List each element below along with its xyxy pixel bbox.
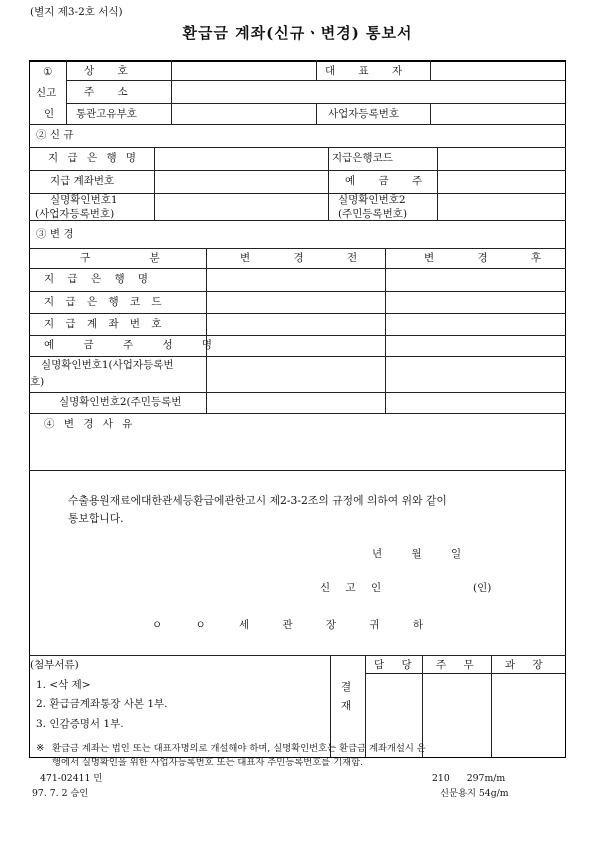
footer-paper: 신문용지 54g/m: [440, 788, 509, 799]
footer-size: 210 297m/m: [432, 773, 506, 784]
change-realname-2-after[interactable]: [386, 393, 564, 412]
change-bank-code-before[interactable]: [207, 292, 384, 312]
approval-sign-chief[interactable]: [423, 674, 490, 756]
new-realname-2-label: 실명확인번호2: [338, 194, 406, 206]
representative-field[interactable]: [431, 61, 564, 79]
customs-id-label: 통관고유부호: [76, 108, 137, 120]
change-row-account: 지 급 계 좌 번 호: [44, 318, 166, 330]
change-realname-1-after[interactable]: [386, 357, 564, 391]
new-realname-1-sublabel: (사업자등록번호): [35, 208, 115, 219]
section-1-number: ①: [43, 66, 53, 78]
footer-code: 471-02411 민: [40, 773, 103, 784]
change-row-bank-name: 지 급 은 행 명: [44, 273, 154, 285]
declaration-text-2: 통보합니다.: [68, 512, 124, 525]
reporter-label: 신 고 인: [320, 582, 388, 594]
page-title: 환급금 계좌(신규ㆍ변경) 통보서: [182, 24, 413, 42]
customs-id-field[interactable]: [172, 104, 315, 123]
notice-text-2: 행에서 실명확인을 위한 사업자등록번호 또는 대표자 주민등록번호를 기재함.: [52, 757, 364, 768]
notice-mark: ※: [36, 743, 45, 754]
business-number-field[interactable]: [431, 104, 564, 123]
declaration-text-1: 수출용원재료에대한관세등환급에관한고시 제2-3-2조의 규정에 의하여 위와 같이: [68, 494, 447, 507]
change-section-header: ③ 변 경: [36, 228, 74, 240]
new-account-number-field[interactable]: [155, 171, 327, 192]
approval-label-2: 재: [341, 700, 352, 712]
attachment-3: 3. 인감증명서 1부.: [36, 718, 124, 730]
attachment-1: 1. <삭 제>: [36, 679, 91, 691]
new-bank-code-field[interactable]: [438, 148, 564, 169]
change-row-realname-1: 실명확인번호1(사업자등록번: [41, 359, 174, 371]
trade-name-field[interactable]: [172, 61, 315, 79]
section-1-label: 신고: [36, 87, 57, 99]
reporter-name-field[interactable]: [390, 580, 470, 596]
address-field[interactable]: [172, 81, 564, 102]
change-row-holder: 예 금 주 성 명: [44, 339, 226, 351]
change-realname-2-before[interactable]: [207, 393, 384, 412]
approval-col-chief: 주 무: [436, 659, 481, 671]
change-holder-before[interactable]: [207, 336, 384, 355]
new-bank-code-label: 지급은행코드: [332, 152, 393, 164]
new-section-header: ② 신 규: [36, 129, 74, 141]
new-bank-name-field[interactable]: [155, 148, 327, 169]
change-bank-name-after[interactable]: [386, 269, 564, 290]
new-account-number-label: 지급 계좌번호: [50, 175, 115, 187]
footer-approval-date: 97. 7. 2 승인: [32, 788, 89, 799]
representative-label: 대 표 자: [325, 65, 413, 77]
change-bank-name-before[interactable]: [207, 269, 384, 290]
section-1-label-2: 인: [44, 108, 55, 120]
change-row-realname-1-cont: 호): [30, 376, 45, 388]
change-row-bank-code: 지 급 은 행 코 드: [44, 296, 166, 308]
change-holder-after[interactable]: [386, 336, 564, 355]
reason-section-header: ④ 변 경 사 유: [44, 418, 136, 430]
new-realname-2-field[interactable]: [438, 194, 564, 219]
new-realname-2-sublabel: (주민등록번호): [338, 208, 408, 219]
addressee: ㅇ ㅇ 세 관 장 귀 하: [152, 619, 424, 631]
approval-col-staff: 담 당: [374, 659, 419, 671]
declaration-date: 년 월 일: [372, 548, 462, 560]
col-header-after: 변 경 후: [424, 252, 562, 264]
new-bank-name-label: 지 급 은 행 명: [48, 152, 140, 164]
approval-label-1: 결: [341, 681, 352, 693]
new-holder-label: 예 금 주: [345, 175, 433, 187]
change-account-before[interactable]: [207, 314, 384, 334]
attachment-2: 2. 환급금계좌통장 사본 1부.: [36, 698, 168, 710]
change-bank-code-after[interactable]: [386, 292, 564, 312]
change-row-realname-2: 실명확인번호2(주민등록번: [59, 396, 182, 408]
form-number: (별지 제3-2호 서식): [30, 6, 123, 18]
address-label: 주 소: [84, 86, 138, 98]
approval-sign-director[interactable]: [492, 674, 564, 756]
business-number-label: 사업자등록번호: [328, 108, 400, 120]
attachments-header: (첨부서류): [30, 659, 79, 671]
notice-text-1: 환급금 계좌는 법인 또는 대표자명의로 개설해야 하며, 실명확인번호는 환급금 계좌개설시 은: [52, 743, 426, 754]
change-account-after[interactable]: [386, 314, 564, 334]
col-header-before: 변 경 전: [240, 252, 378, 264]
reason-field[interactable]: [30, 434, 564, 469]
seal-mark: (인): [473, 582, 492, 594]
approval-col-director: 과 장: [505, 659, 550, 671]
new-realname-1-field[interactable]: [155, 194, 327, 219]
trade-name-label: 상 호: [84, 65, 138, 77]
new-realname-1-label: 실명확인번호1: [50, 194, 118, 206]
col-header-category: 구 분: [80, 252, 188, 264]
new-holder-field[interactable]: [438, 171, 564, 192]
change-realname-1-before[interactable]: [207, 357, 384, 391]
